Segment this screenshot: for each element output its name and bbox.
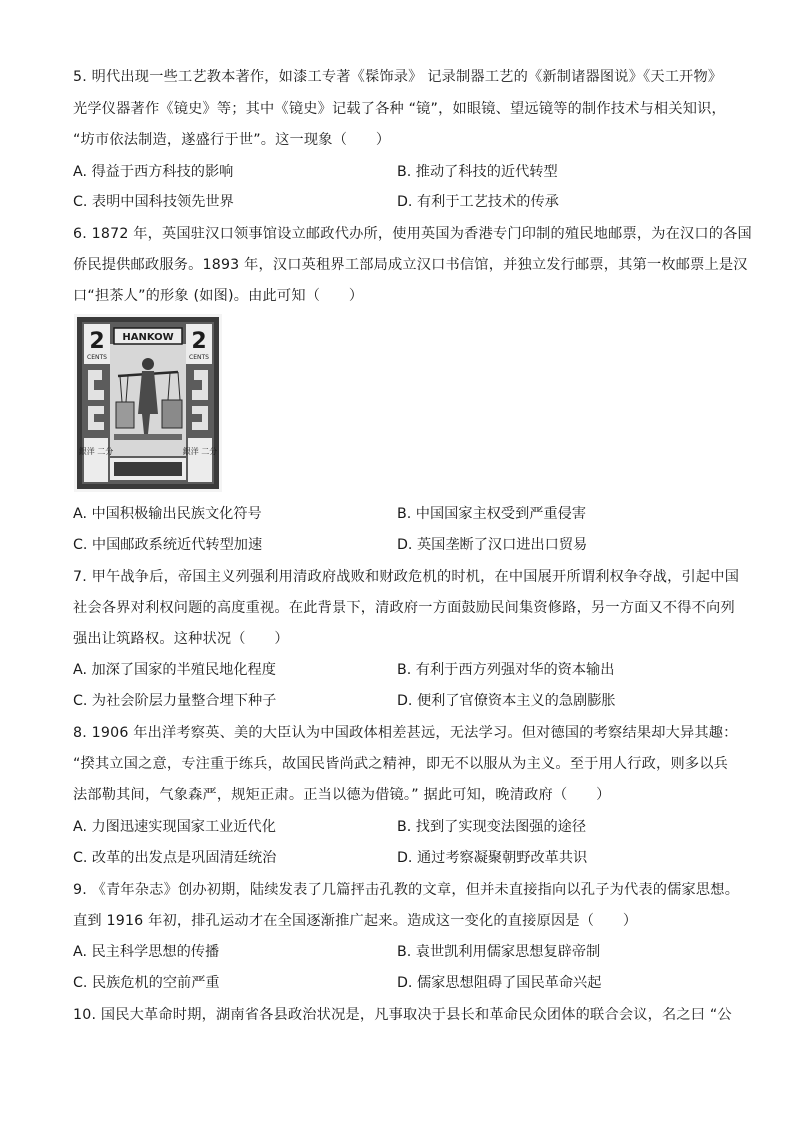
q9-stem-line-1: 9. 《青年杂志》创办初期，陆续发表了几篇抨击孔教的文章，但并未直接指向以孔子为代表的儒家思想。 <box>73 882 740 898</box>
q7-stem-line-1: 7. 甲午战争后，帝国主义列强利用清政府战败和财政危机的时机，在中国展开所谓利权争夺战，引起中国 <box>73 569 740 585</box>
stamp-bottom-right-label: 銀洋 二分 <box>182 447 218 456</box>
q7-stem-line-3: 强出让筑路权。这种状况（ ） <box>73 631 289 647</box>
q6-stem-line-3: 口“担茶人”的形象 (如图)。由此可知（ ） <box>73 288 364 304</box>
stamp-city-label: HANKOW <box>122 332 174 343</box>
q5-stem-line-2: 光学仪器著作《镜史》等；其中《镜史》记载了各种 “镜”，如眼镜、望远镜等的制作技术与相关知识， <box>73 101 726 117</box>
q9-option-a: A. 民主科学思想的传播 <box>73 944 220 960</box>
q6-option-a: A. 中国积极输出民族文化符号 <box>73 506 262 522</box>
q8-option-d: D. 通过考察凝聚朝野改革共识 <box>397 850 588 866</box>
q8-stem-line-3: 法部勒其间，气象森严，规矩正肃。正当以德为借镜。” 据此可知，晚清政府（ ） <box>73 787 611 803</box>
q5-option-d: D. 有利于工艺技术的传承 <box>397 194 559 210</box>
q9-option-b: B. 袁世凯利用儒家思想复辟帝制 <box>397 944 601 960</box>
stamp-cents-right: CENTS <box>189 354 209 361</box>
q7-option-b: B. 有利于西方列强对华的资本输出 <box>397 662 615 678</box>
q9-option-d: D. 儒家思想阻碍了国民革命兴起 <box>397 975 602 991</box>
q7-option-c: C. 为社会阶层力量整合埋下种子 <box>73 693 277 709</box>
q6-stem-line-2: 侨民提供邮政服务。1893 年，汉口英租界工部局成立汉口书信馆，并独立发行邮票，其第一枚邮票上是汉 <box>73 257 748 273</box>
q5-option-b: B. 推动了科技的近代转型 <box>397 164 558 180</box>
stamp-value-left: 2 <box>89 329 105 354</box>
stamp-bottom-left-label: 銀洋 二分 <box>78 447 114 456</box>
stamp-cents-left: CENTS <box>87 354 107 361</box>
hankow-stamp-image <box>74 314 222 492</box>
q9-option-c: C. 民族危机的空前严重 <box>73 975 220 991</box>
q9-stem-line-2: 直到 1916 年初，排孔运动才在全国逐渐推广起来。造成这一变化的直接原因是（ ） <box>73 913 638 929</box>
q5-stem-line-3: “坊市依法制造，遂盛行于世”。这一现象（ ） <box>73 132 391 148</box>
q8-option-c: C. 改革的出发点是巩固清廷统治 <box>73 850 277 866</box>
q6-option-c: C. 中国邮政系统近代转型加速 <box>73 537 263 553</box>
q10-stem-line-1: 10. 国民大革命时期，湖南省各县政治状况是，凡事取决于县长和革命民众团体的联合会议，名之曰 “公 <box>73 1007 732 1023</box>
q7-option-d: D. 便利了官僚资本主义的急剧膨胀 <box>397 693 616 709</box>
stamp-value-right: 2 <box>191 329 207 354</box>
q5-stem-line-1: 5. 明代出现一些工艺教本著作，如漆工专著《髹饰录》 记录制器工艺的《新制诸器图说》《天工开物》 <box>73 69 723 85</box>
q8-option-b: B. 找到了实现变法图强的途径 <box>397 819 587 835</box>
q8-stem-line-2: “揆其立国之意，专注重于练兵，故国民皆尚武之精神，即无不以服从为主义。至于用人行政，则多以兵 <box>73 756 728 772</box>
q5-option-c: C. 表明中国科技领先世界 <box>73 194 234 210</box>
q8-option-a: A. 力图迅速实现国家工业近代化 <box>73 819 276 835</box>
q7-stem-line-2: 社会各界对利权问题的高度重视。在此背景下，清政府一方面鼓励民间集资修路，另一方面又不得不向列 <box>73 600 735 616</box>
q6-stem-line-1: 6. 1872 年，英国驻汉口领事馆设立邮政代办所，使用英国为香港专门印制的殖民地邮票，为在汉口的各国 <box>73 226 752 242</box>
q6-option-d: D. 英国垄断了汉口进出口贸易 <box>397 537 588 553</box>
q5-option-a: A. 得益于西方科技的影响 <box>73 164 234 180</box>
q7-option-a: A. 加深了国家的半殖民地化程度 <box>73 662 276 678</box>
q6-option-b: B. 中国国家主权受到严重侵害 <box>397 506 587 522</box>
q8-stem-line-1: 8. 1906 年出洋考察英、美的大臣认为中国政体相差甚远，无法学习。但对德国的考察结果却大异其趣： <box>73 725 738 741</box>
